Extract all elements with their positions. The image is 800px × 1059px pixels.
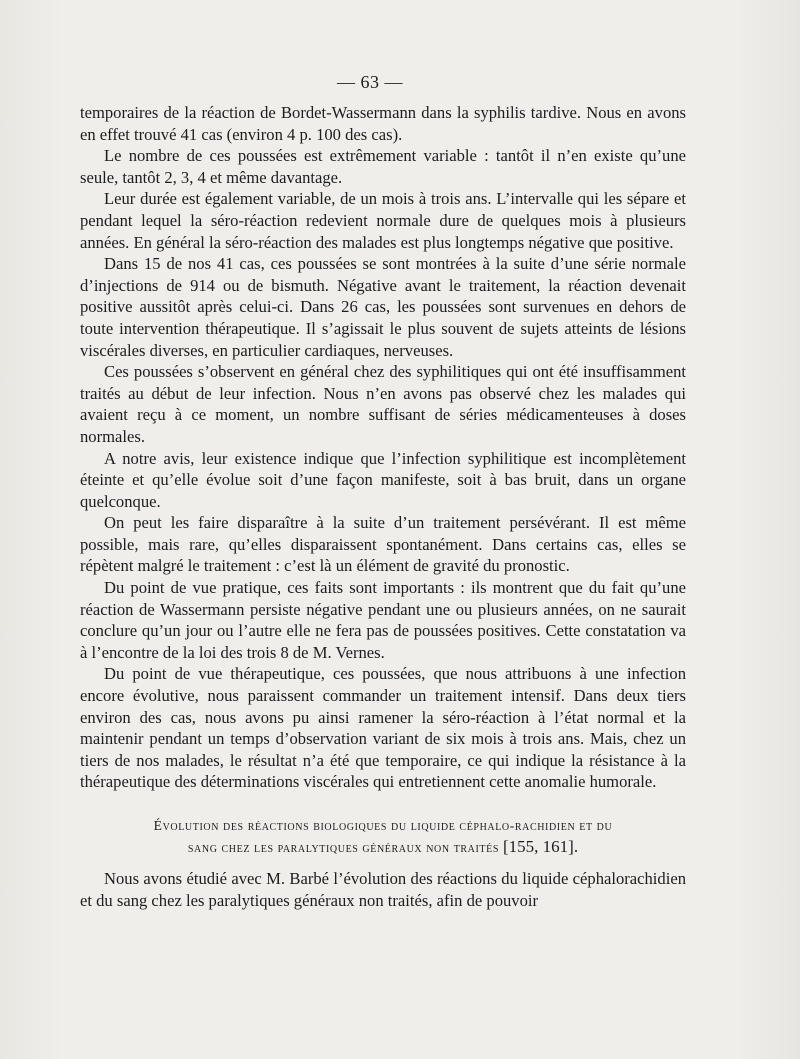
section-heading-line-2-text: sang chez les paralytiques généraux non traités: [187, 840, 500, 855]
paragraph-7: On peut les faire disparaître à la suite d’un traitement persévérant. Il est même possible, mais rare, qu’elles disparaissent spontanément. Dans certains cas, elles se répètent malgré le traitement : c’est là un élément de gravité du pronostic.: [80, 513, 686, 576]
section-paragraph: Nous avons étudié avec M. Barbé l’évolution des réactions du liquide céphalorachidien et du sang chez les paralytiques généraux non traités, afin de pouvoir: [80, 869, 686, 910]
paragraph-1: temporaires de la réaction de Bordet-Wassermann dans la syphilis tardive. Nous en avons en effet trouvé 41 cas (environ 4 p. 100 des cas).: [80, 103, 686, 144]
paragraph-3: Leur durée est également variable, de un mois à trois ans. L’intervalle qui les sépare et pendant lequel la séro-réaction redevient normale dure de quelques mois à plusieurs années. En général la séro-réaction des malades est plus longtemps négative que positive.: [80, 189, 686, 252]
paragraph-4: Dans 15 de nos 41 cas, ces poussées se sont montrées à la suite d’une série normale d’injections de 914 ou de bismuth. Négative avant le traitement, la réaction devenait positive aussitôt après celui-ci. Dans 26 cas, les poussées sont survenues en dehors de toute intervention thérapeutique. Il s’agissait le plus souvent de sujets atteints de lésions viscérales diverses, en particulier cardiaques, nerveuses.: [80, 254, 686, 360]
section-heading-line-2: [80, 836, 686, 858]
section-heading: [80, 815, 686, 858]
paragraph-8: Du point de vue pratique, ces faits sont importants : ils montrent que du fait qu’une réaction de Wassermann persiste négative pendant une ou plusieurs années, on ne saurait conclure qu’un jour ou l’autre elle ne fera pas de poussées positives. Cette constatation va à l’encontre de la loi des trois 8 de M. Vernes.: [80, 578, 686, 662]
paragraph-6: A notre avis, leur existence indique que l’infection syphilitique est incomplètement éteinte et qu’elle évolue soit d’une façon manifeste, soit à bas bruit, dans un organe quelconque.: [80, 448, 686, 511]
paragraph-5: Ces poussées s’observent en général chez des syphilitiques qui ont été insuffisamment traités au début de leur infection. Nous n’en avons pas observé chez les malades qui avaient reçu à ce moment, un nombre suffisant de séries médicamenteuses à doses normales.: [80, 362, 686, 446]
paragraph-2: Le nombre de ces poussées est extrêmement variable : tantôt il n’en existe qu’une seule, tantôt 2, 3, 4 et même davantage.: [80, 146, 686, 187]
paragraph-9: Du point de vue thérapeutique, ces poussées, que nous attribuons à une infection encore évolutive, nous paraissent commander un traitement intensif. Dans deux tiers environ des cas, nous avons pu ainsi ramener la séro-réaction à l’état normal et la maintenir pendant un temps d’observation variant de six mois à trois ans. Mais, chez un tiers de nos malades, le résultat n’a été que temporaire, ce qui indique la résistance à la thérapeutique des déterminations viscérales qui entretiennent cette anomalie humorale.: [80, 664, 686, 792]
section-heading-line-1: Évolution des réactions biologiques du liquide céphalo-rachidien et du: [153, 818, 613, 833]
body-text: [80, 102, 686, 911]
section-heading-references: [155, 161].: [503, 837, 579, 856]
page-number: — 63 —: [337, 72, 403, 92]
